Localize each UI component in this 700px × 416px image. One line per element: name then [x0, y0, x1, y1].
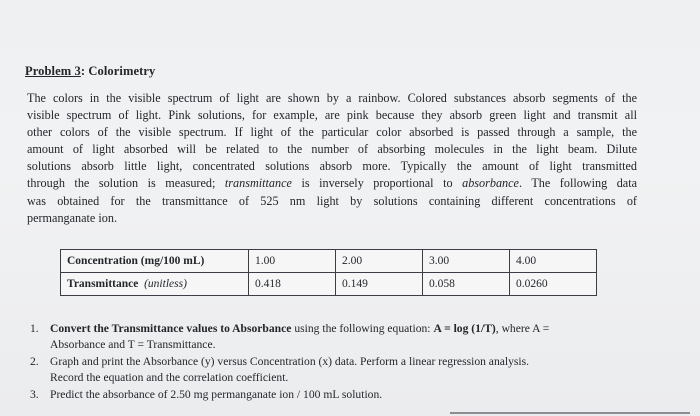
- question-list: [30, 321, 670, 405]
- paragraph-line: The colors in the visible spectrum of light are shown by a rainbow. Colored substances absorb segments of the: [27, 91, 637, 105]
- list-item: [30, 354, 670, 385]
- paragraph-fragment: . The following data: [518, 176, 638, 191]
- table-cell: 3.00: [423, 250, 510, 273]
- table-cell: 0.0260: [510, 273, 597, 296]
- row-header-concentration: Concentration (mg/100 mL): [61, 250, 249, 273]
- question-text: Graph and print the Absorbance (y) versus Concentration (x) data. Perform a linear regression analysis.: [50, 355, 530, 369]
- question-text: Predict the absorbance of 2.50 mg permanganate ion / 100 mL solution.: [50, 388, 383, 402]
- table-cell: 4.00: [510, 250, 597, 273]
- paragraph-fragment: through the solution is measured;: [27, 176, 225, 191]
- table-cell: 0.058: [423, 273, 510, 296]
- paragraph-line: permanganate ion.: [27, 210, 118, 225]
- question-number: 2.: [30, 355, 39, 369]
- transmittance-label: Transmittance: [67, 278, 139, 290]
- question-bold-text: Convert the Transmittance values to Absorbance: [50, 322, 292, 335]
- term-absorbance: absorbance: [462, 176, 519, 191]
- question-text: Record the equation and the correlation coefficient.: [50, 370, 289, 384]
- paragraph-line: amount of light absorbed will be related to the number of absorbing molecules in the light beam. Dilute: [27, 142, 637, 157]
- question-text: , where A =: [495, 322, 550, 335]
- paragraph-line: was obtained for the transmittance of 525 nm light by solutions containing different concentrations of: [27, 193, 637, 208]
- list-item: [30, 321, 670, 352]
- intro-paragraph: [27, 90, 637, 227]
- table-cell: 0.149: [336, 273, 423, 296]
- problem-title: [25, 64, 155, 79]
- table-row: [61, 273, 597, 296]
- question-text: using the following equation:: [291, 322, 434, 335]
- divider-line: [450, 412, 690, 414]
- paragraph-line: visible spectrum of light. Pink solutions, for example, are pink because they absorb green light and transmit all: [27, 108, 637, 123]
- equation: A = log (1/T): [433, 322, 496, 335]
- table-cell: 2.00: [336, 250, 423, 273]
- problem-label: Problem 3: [25, 64, 81, 78]
- list-item: [30, 387, 670, 403]
- paragraph-fragment: is inversely proportional to: [291, 176, 463, 191]
- term-transmittance: transmittance: [224, 176, 292, 191]
- row-header-transmittance: [61, 273, 249, 296]
- table-cell: 1.00: [249, 250, 336, 273]
- paragraph-line-mixed: [27, 175, 637, 192]
- paragraph-line: other colors of the visible spectrum. If light of the particular color absorbed is passed through a sample, the: [27, 125, 637, 140]
- paragraph-line: solutions absorb little light, concentrated solutions absorb more. Typically the amount of light transmitted: [27, 159, 637, 174]
- table-cell: 0.418: [249, 273, 336, 296]
- question-number: 1.: [30, 322, 39, 335]
- problem-heading: : Colorimetry: [80, 64, 156, 78]
- question-number: 3.: [30, 388, 39, 402]
- unit-label: (unitless): [144, 278, 187, 290]
- question-text: Absorbance and T = Transmittance.: [50, 337, 216, 351]
- table-row: [61, 250, 597, 273]
- data-table: [60, 249, 597, 296]
